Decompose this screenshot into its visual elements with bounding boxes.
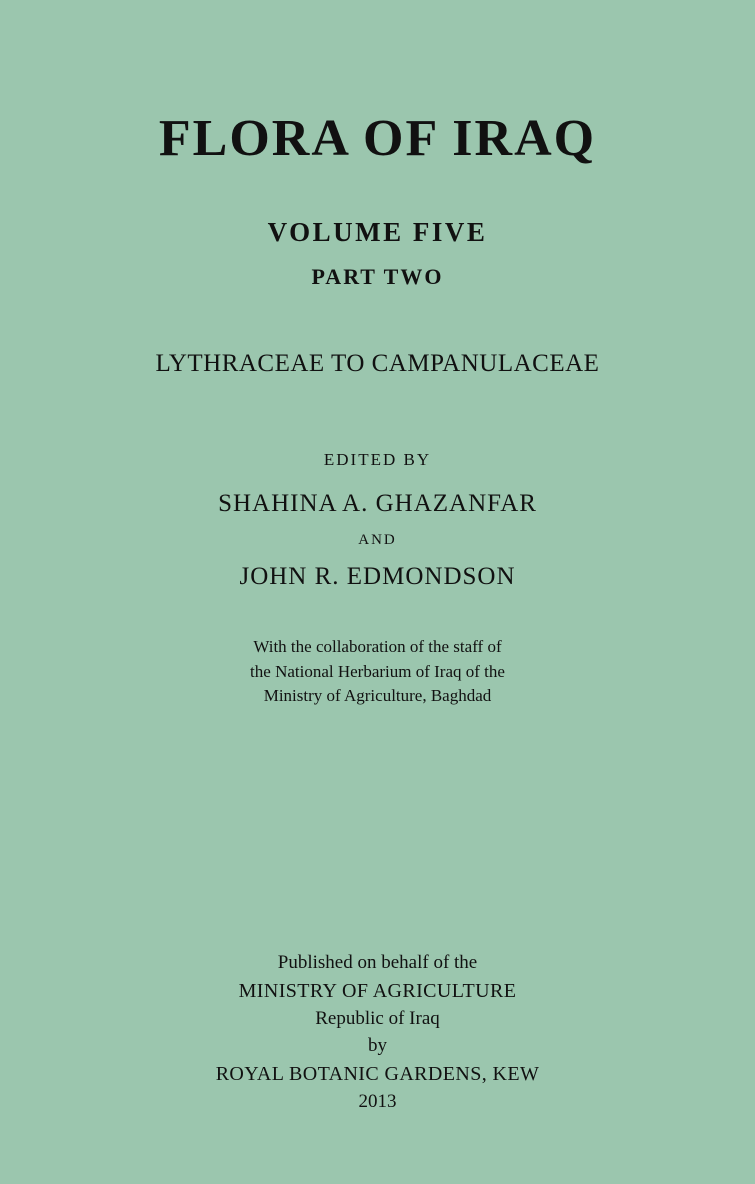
collaboration-line-3: Ministry of Agriculture, Baghdad [263,686,492,706]
editor-conjunction: AND [358,532,397,549]
imprint-year: 2013 [358,1091,397,1113]
collaboration-line-1: With the collaboration of the staff of [253,637,502,657]
editor-name-second: JOHN R. EDMONDSON [239,563,516,591]
families-range-label: LYTHRACEAE TO CAMPANULACEAE [155,350,600,378]
volume-label: VOLUME FIVE [267,217,488,248]
imprint-line-published-on-behalf: Published on behalf of the [277,952,478,974]
imprint-line-by: by [368,1034,387,1056]
imprint-line-publisher: ROYAL BOTANIC GARDENS, KEW [215,1062,540,1085]
collaboration-line-2: the National Herbarium of Iraq of the [250,661,505,681]
title-block [0,110,755,709]
imprint-line-republic: Republic of Iraq [315,1007,440,1029]
page-title: FLORA OF IRAQ [158,110,597,167]
edited-by-label: EDITED BY [323,450,432,470]
editor-name-first: SHAHINA A. GHAZANFAR [218,490,537,518]
part-label: PART TWO [311,264,444,290]
imprint-line-ministry: MINISTRY OF AGRICULTURE [238,980,517,1003]
collaboration-note [0,635,755,709]
publisher-imprint [0,950,755,1116]
